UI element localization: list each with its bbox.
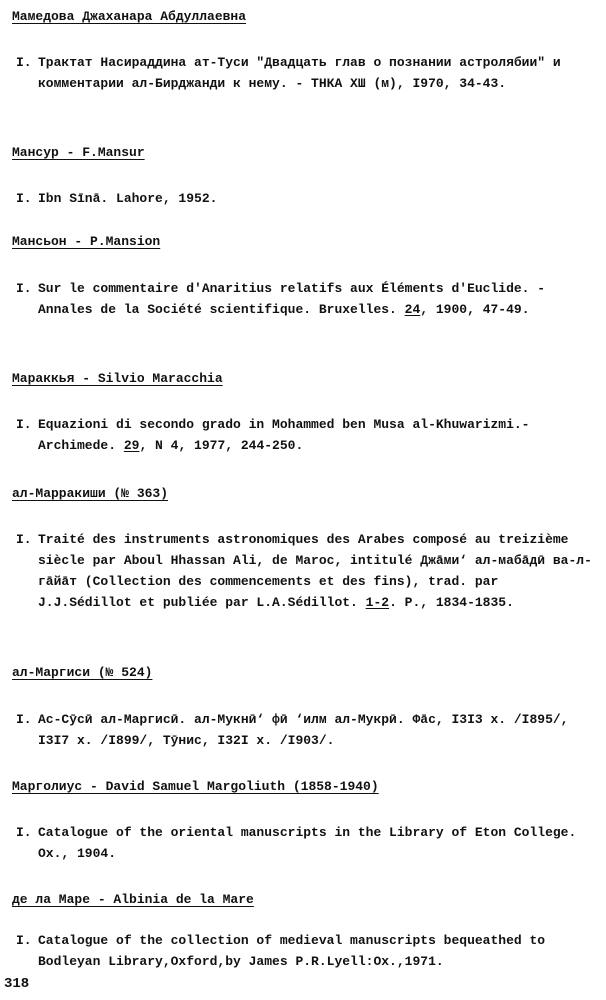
entry-number: I. — [16, 191, 32, 206]
author-heading: Мансур - F.Mansur — [12, 145, 145, 160]
entry-number: I. — [16, 933, 32, 948]
author-heading: Мансьон - P.Mansion — [12, 234, 161, 249]
entry-number: I. — [16, 281, 32, 296]
author-heading: Мамедова Джаханара Абдуллаевна — [12, 9, 247, 24]
bibliography-entry — [16, 822, 592, 864]
entry-number: I. — [16, 55, 32, 70]
author-heading: Мараккья - Silvio Maracchia — [12, 371, 223, 386]
volume-number: 1-2 — [365, 595, 390, 610]
volume-number: 29 — [123, 438, 140, 453]
entry-text: Catalogue of the collection of medieval manuscripts bequeathed to Bodleyan Library,Oxford,by James P.R.Lyell:Ox.,1971. — [38, 933, 546, 969]
bibliography-entry — [16, 709, 592, 751]
author-heading: де ла Маре - Albinia de la Mare — [12, 892, 254, 907]
entry-number: I. — [16, 532, 32, 547]
entry-number: I. — [16, 825, 32, 840]
author-heading: ал-Марракиши (№ 363) — [12, 486, 169, 501]
bibliography-entry — [16, 278, 592, 320]
bibliography-entry — [16, 930, 592, 972]
entry-number: I. — [16, 417, 32, 432]
bibliography-entry — [16, 52, 592, 94]
volume-number: 24 — [404, 302, 421, 317]
entry-text: Sur le commentaire d'Anaritius relatifs aux Éléments d'Euclide. - Annales de la Société scientifique. Bruxelles. 24, 1900, 47-49. — [38, 281, 546, 317]
entry-text: Catalogue of the oriental manuscripts in the Library of Eton College. Ox., 1904. — [38, 825, 577, 861]
entry-text: Traité des instruments astronomiques des Arabes composé au treizième siècle par Aboul Hhassan Ali, de Maroc, intitulé Джāми‘ ал-мабāдӣ ва-л-гāйāт (Collection des commencements et des fins), trad. par J.J.Sédillot et publiée par L.A.Sédillot. 1-2. P., 1834-1835. — [38, 532, 592, 610]
entry-text: Ас-Сӯсӣ ал-Маргисӣ. ал-Мукнӣ‘ фӣ ‘илм ал-Мукрӣ. Фāс, I3I3 х. /I895/, I3I7 х. /I899/, Тӯнис, I32I х. /I903/. — [38, 712, 569, 748]
entry-text: Ibn Sīnā. Lahore, 1952. — [38, 191, 218, 206]
entry-text: Трактат Насираддина ат-Туси "Двадцать глав о познании астролябии" и комментарии ал-Бирджанди к нему. - ТНКА ХШ (м), I970, 34-43. — [38, 55, 561, 91]
bibliography-entry — [16, 414, 592, 456]
bibliography-entry — [16, 529, 592, 613]
entry-number: I. — [16, 712, 32, 727]
page-number: 318 — [4, 976, 30, 992]
author-heading: Марголиус - David Samuel Margoliuth (1858-1940) — [12, 779, 379, 794]
bibliography-entry — [16, 188, 592, 209]
entry-text: Equazioni di secondo grado in Mohammed ben Musa al-Khuwarizmi.-Archimede. 29, N 4, 1977, 244-250. — [38, 417, 530, 453]
author-heading: ал-Маргиси (№ 524) — [12, 665, 153, 680]
